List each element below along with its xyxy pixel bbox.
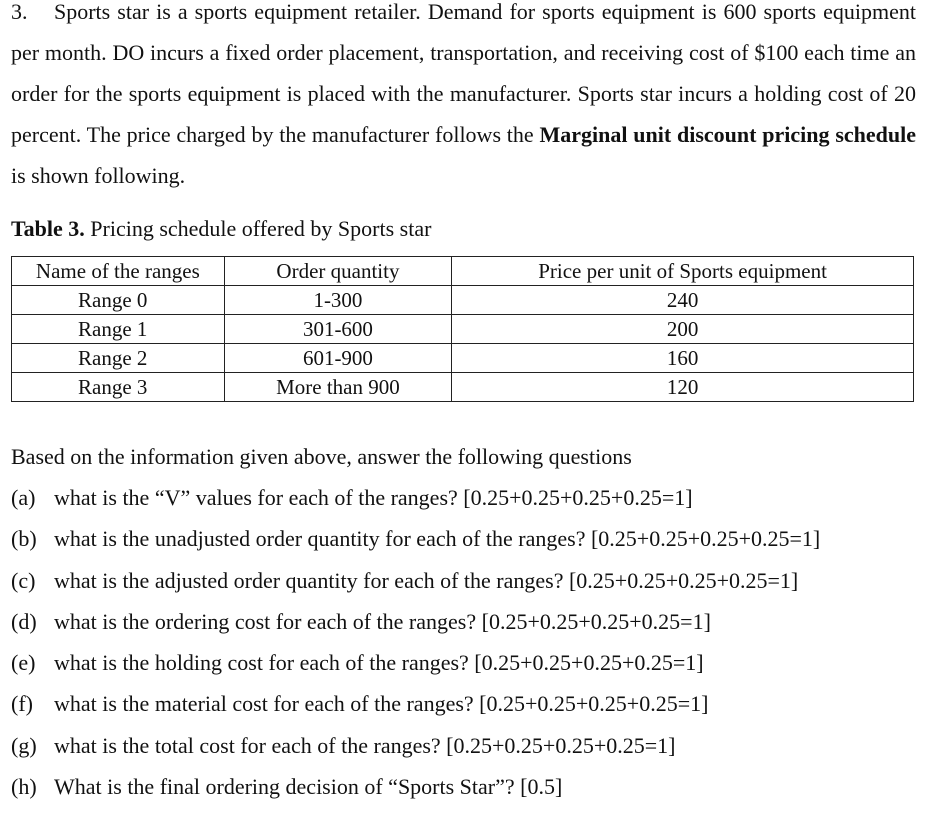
cell-price: 120	[452, 373, 914, 402]
cell-range-name: Range 1	[12, 315, 225, 344]
table-row	[12, 286, 914, 315]
question-item	[11, 731, 820, 772]
cell-order-quantity: 1-300	[224, 286, 451, 315]
table-row	[12, 315, 914, 344]
table-row	[12, 344, 914, 373]
cell-range-name: Range 0	[12, 286, 225, 315]
question-text: what is the adjusted order quantity for each of the ranges? [0.25+0.25+0.25+0.25=1]	[54, 567, 799, 593]
problem-text-end: is shown following.	[11, 163, 186, 188]
question-item	[11, 772, 820, 813]
question-text: what is the material cost for each of the ranges? [0.25+0.25+0.25+0.25=1]	[54, 691, 709, 717]
table-header-row	[12, 257, 914, 286]
cell-order-quantity: 301-600	[224, 315, 451, 344]
problem-number: 3.	[11, 0, 28, 24]
table-caption-label: Table 3.	[11, 216, 85, 241]
question-text: what is the unadjusted order quantity for each of the ranges? [0.25+0.25+0.25+0.25=1]	[54, 526, 821, 552]
question-label: (h)	[11, 774, 37, 800]
problem-text: Sports star is a sports equipment retailer. Demand for sports equipment is 600 sports equipment per month. DO incurs a fixed order placement, transportation, and receiving cost of $100 each time an order for the sports equipment is placed with the manufacturer. Sports star incurs a holding cost of 20 percent. The price charged by the manufacturer follows the	[11, 0, 916, 147]
question-text: what is the holding cost for each of the ranges? [0.25+0.25+0.25+0.25=1]	[54, 650, 704, 676]
question-label: (b)	[11, 526, 37, 552]
pricing-table	[11, 256, 914, 402]
questions-intro: Based on the information given above, answer the following questions	[11, 444, 632, 469]
column-header-price: Price per unit of Sports equipment	[452, 257, 914, 286]
question-item	[11, 524, 820, 565]
question-item	[11, 689, 820, 730]
cell-price: 240	[452, 286, 914, 315]
problem-statement	[11, 0, 916, 196]
column-header-range-name: Name of the ranges	[12, 257, 225, 286]
question-item	[11, 607, 820, 648]
question-label: (e)	[11, 650, 36, 676]
question-label: (c)	[11, 567, 36, 593]
question-item	[11, 566, 820, 607]
cell-range-name: Range 2	[12, 344, 225, 373]
question-label: (d)	[11, 608, 37, 634]
question-text: what is the ordering cost for each of the ranges? [0.25+0.25+0.25+0.25=1]	[54, 608, 711, 634]
question-text: what is the total cost for each of the ranges? [0.25+0.25+0.25+0.25=1]	[54, 732, 676, 758]
question-label: (f)	[11, 691, 33, 717]
cell-range-name: Range 3	[12, 373, 225, 402]
table-caption-text: Pricing schedule offered by Sports star	[90, 216, 432, 241]
document-page	[11, 0, 916, 800]
cell-order-quantity: 601-900	[224, 344, 451, 373]
question-list	[11, 483, 820, 813]
cell-price: 200	[452, 315, 914, 344]
question-text: What is the final ordering decision of “Sports Star”? [0.5]	[54, 774, 563, 800]
column-header-order-quantity: Order quantity	[224, 257, 451, 286]
question-label: (g)	[11, 732, 37, 758]
question-item	[11, 648, 820, 689]
question-label: (a)	[11, 485, 36, 510]
question-item	[11, 483, 820, 524]
table-caption	[11, 214, 431, 244]
cell-price: 160	[452, 344, 914, 373]
problem-bold-text: Marginal unit discount pricing schedule	[539, 122, 916, 147]
question-text: what is the “V” values for each of the ranges? [0.25+0.25+0.25+0.25=1]	[54, 485, 693, 510]
table-row	[12, 373, 914, 402]
cell-order-quantity: More than 900	[224, 373, 451, 402]
